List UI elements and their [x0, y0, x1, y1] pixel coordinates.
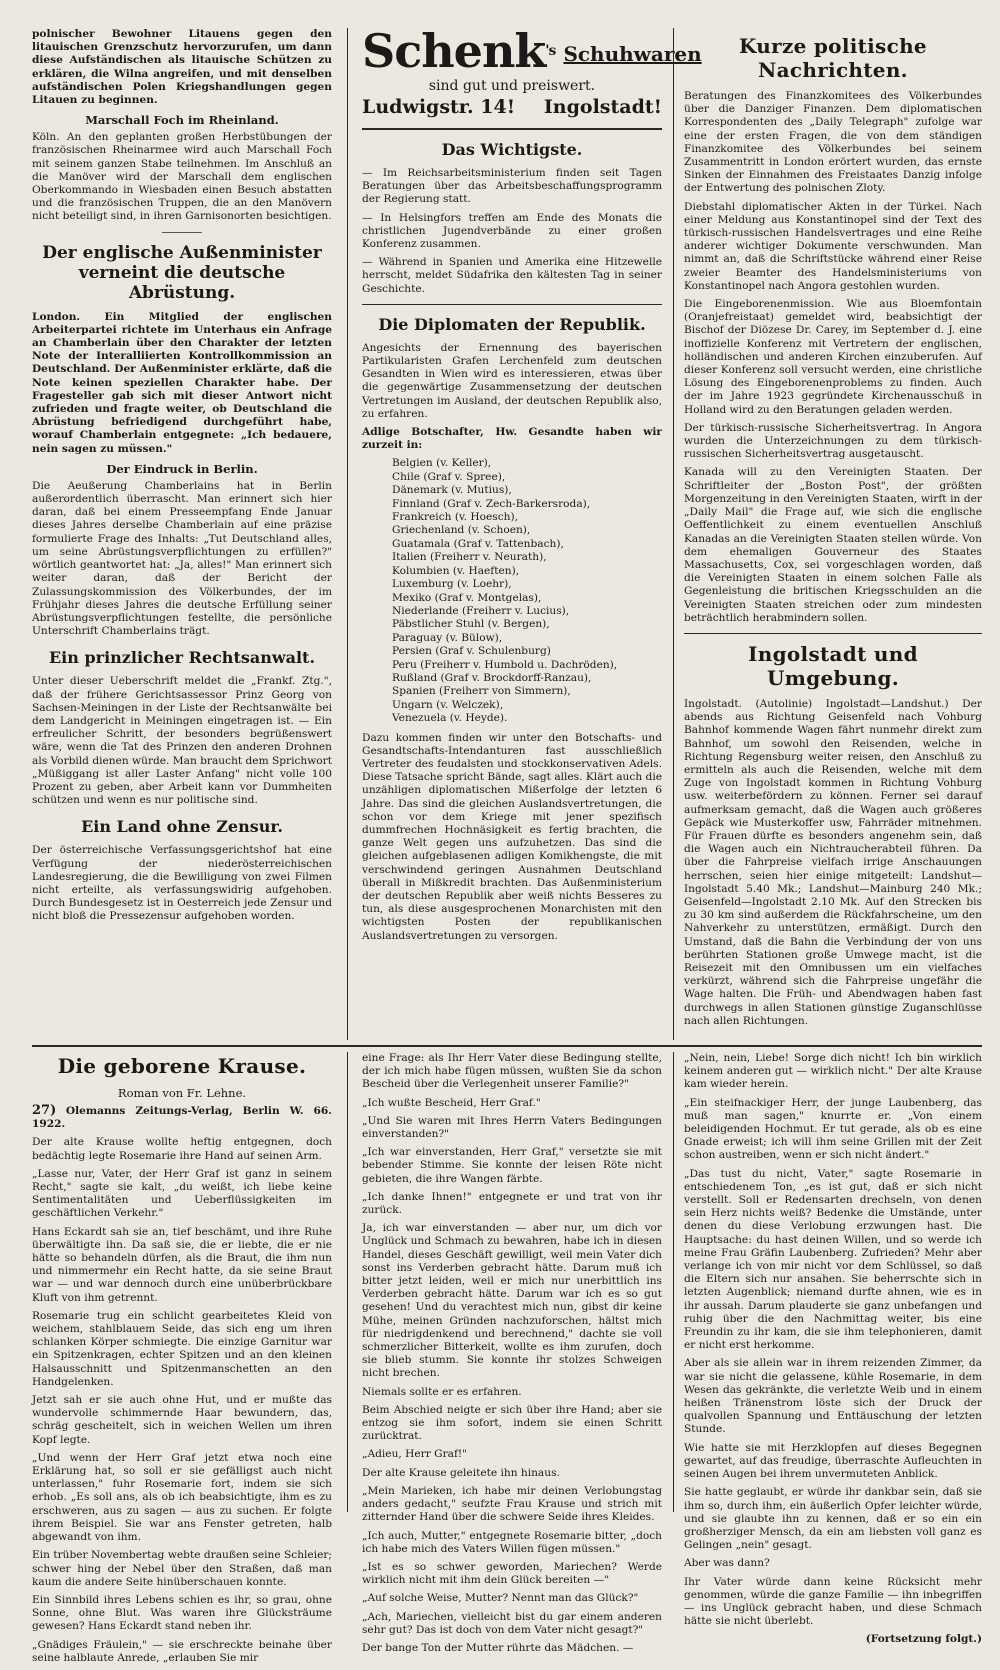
wichtigste-item-1: — Im Reichsarbeitsministerium finden seit Tagen Beratungen über das Arbeitsbeschaffungsprogramm der Regierung statt. — [362, 167, 662, 206]
column-rule — [673, 1052, 674, 1512]
diplomat-list-item: Niederlande (Freiherr v. Lucius), — [392, 604, 570, 617]
novel-paragraph: Ihr Vater würde dann keine Rücksicht mehr genommen, würde die ganze Familie — ihn inbegriffen — ins Unglück gebracht haben, und diese Schmach hätte sie nicht überlebt. — [684, 1575, 982, 1628]
column-middle — [362, 24, 702, 948]
novel-publisher: Olemanns Zeitungs-Verlag, Berlin W. 66. 1922. — [32, 1105, 332, 1131]
foch-text: Köln. An den geplanten großen Herbstübungen der französischen Rheinarmee wird auch Marschall Foch mit seinem ganzen Stabe teilnehmen. Im Anschluß an die Manöver wird der Marschall dem englischen Oberkommando in Wiesbaden einen Besuch abstatten und die französischen Truppen, die an den Manövern nicht beteiligt sind, in ihren Garnisonorten besichtigen. — [32, 131, 332, 223]
novel-paragraph: Aber was dann? — [684, 1557, 770, 1570]
novel-paragraph: Beim Abschied neigte er sich über ihre Hand; aber sie entzog sie ihm sofort, indem sie einen Schritt zurücktrat. — [362, 1403, 662, 1443]
novel-paragraph: Jetzt sah er sie auch ohne Hut, und er mußte das wundervolle schimmernde Haar bewundern, das, schräg gescheitelt, sich in weichen Wellen um ihren Kopf legte. — [32, 1394, 332, 1446]
diplomaten-list — [392, 457, 662, 725]
diplomat-list-item: Spanien (Freiherr von Simmern), — [392, 685, 571, 698]
abruestung-text: London. Ein Mitglied der englischen Arbeiterpartei richtete im Unterhaus ein Anfrage an Chamberlain über den Charakter der letzten Note der Interalliierten Kontrollkommission an Deutschland. Der Außenminister erklärte, daß die Note keinen speziellen Charakter habe. Der Fragesteller gab sich mit dieser Antwort nicht zufrieden und fragte weiter, ob Deutschland die Abrüstung befriedigend durchgeführt habe, worauf Chamberlain entgegnete: „Ich bedauere, nein sagen zu müssen." — [32, 310, 332, 455]
novel-paragraph: Rosemarie trug ein schlicht gearbeitetes Kleid von weichem, stahlblauem Seide, das sich eng um ihren schlanken Körper schmiegte. Die einzige Garnitur war ein Spitzenkragen, echter Spitzen und an den kleinen Halsausschnitt und Spitzenmanschetten an den Handgelenken. — [32, 1309, 332, 1388]
novel-paragraph: Ein Sinnbild ihres Lebens schien es ihr, so grau, ohne Sonne, ohne Blut. Was waren ihre Glücksträume gewesen? Hans Eckardt stand neben ihr. — [32, 1593, 332, 1633]
novel-paragraph: Ein trüber Novembertag webte draußen seine Schleier; schwer hing der Nebel über den Straßen, daß man kaum die andere Seite hinüberschauen konnte. — [32, 1549, 332, 1588]
novel-paragraph: Niemals sollte er es erfahren. — [362, 1385, 522, 1398]
top-section — [32, 24, 982, 1040]
novel-paragraph: „Gnädiges Fräulein," — sie erschreckte beinahe über seine halblaute Anrede, „erlauben Sie mir — [32, 1638, 332, 1664]
novel-paragraph: „Ich war einverstanden, Herr Graf," versetzte sie mit bebender Stimme. Sie konnte der leisen Röte nicht gebieten, die ihre Wangen färbte. — [362, 1146, 662, 1185]
diplomat-list-item: Venezuela (v. Heyde). — [392, 712, 508, 725]
kurz-item-mission: Die Eingeborenenmission. Wie aus Bloemfontain (Oranjefreistaat) gemeldet wird, beabsichtigt der Bischof der Diözese Dr. Carey, im September d. J. eine inoffizielle Konferenz mit Vertretern der englischen, holländischen und anderen Kirchen einzuberufen. Auf dieser Konferenz soll versucht werden, eine christliche Lösung des Eingeborenenproblems zu finden. Auch der im Jahre 1923 gegründete Kirchenausschuß in Holland wird zu den Beratungen geladen werden. — [684, 298, 982, 416]
novel-paragraph: Der alte Krause wollte heftig entgegnen, doch bedächtig legte Rosemarie ihre Hand auf seinen Arm. — [32, 1136, 332, 1162]
diplomat-list-item: Italien (Freiherr v. Neurath), — [392, 551, 547, 564]
novel-section — [32, 1052, 982, 1664]
diplomat-list-item: Guatamala (Graf v. Tattenbach), — [392, 537, 564, 550]
ad-address — [362, 96, 662, 118]
diplomat-list-item: Persien (Graf v. Schulenburg) — [392, 645, 551, 658]
article-heading-ingolstadt: Ingolstadt und Umgebung. — [748, 641, 918, 690]
novel-column-2 — [362, 1052, 662, 1660]
article-heading-abruestung: Der englische Außenminister verneint die deutsche Abrüstung. — [42, 242, 322, 303]
divider — [162, 232, 202, 233]
diplomat-list-item: Mexiko (Graf v. Montgelas), — [392, 591, 542, 604]
novel-paragraph: Hans Eckardt sah sie an, tief beschämt, und ihre Ruhe überwältigte ihn. Da saß sie, die er liebte, die er nie hätte so behandeln dürfen, als die Braut, die ihm nun und nimmermehr ein Recht hatte, da sie seine Braut war — und war dennoch durch eine unüberbrückbare Kluft von ihm getrennt. — [32, 1225, 332, 1304]
ad-brand-name: Schenk — [362, 24, 546, 78]
ad-slogan: sind gut und preiswert. — [428, 78, 596, 94]
article-heading-diplomaten: Die Diplomaten der Republik. — [378, 314, 646, 334]
diplomat-list-item: Peru (Freiherr v. Humbold u. Dachröden), — [392, 658, 618, 671]
diplomat-list-item: Paraguay (v. Bülow), — [392, 631, 503, 644]
novel-column-1 — [32, 1052, 332, 1670]
novel-paragraph: „Das tust du nicht, Vater," sagte Rosemarie in entschiedenem Ton, „es ist gut, daß er sich nicht verstellt. Soll er Redensarten drechseln, von denen sein Herz nichts weiß? Bedenke die Umstände, unter denen du diese Verlobung erzwungen hast. Die Hauptsache: du hast deinen Willen, und so werde ich meine Frau Gräfin Laubenberg. Zufrieden? Mehr aber verlange ich von mir nicht vor dem Schlüssel, so daß die Eltern sich nur ansahen. Sie beherrschte sich in letzten Augenblick; niemand durfte ahnen, wie es in ihr aussah. Darum plauderte sie ganz unbefangen und ruhig über die den Nachmittag weiter, bis eine Freundin zu ihr kam, die sie ihm telephonieren, damit er nicht erst herkomme. — [684, 1167, 982, 1352]
column-rule — [673, 28, 674, 1040]
article-heading-kurze-nachrichten: Kurze politische Nachrichten. — [739, 34, 927, 82]
novel-paragraph: Ja, ich war einverstanden — aber nur, um dich vor Unglück und Schmach zu bewahren, habe ich in diesen Handel, dieses Geschäft gewilligt, weil mein Vater dich sonst ins Verderben gebracht hätte. Darum muß ich bitter jetzt leiden, weil er mich nur unerbittlich ins Verderben gebracht hätte. Darum war ich es so gut gesehen! Und du verachtest mich nun, gibst dir keine Mühe, meinen Gründen nachzuforschen, hältst mich für niedrigdenkend und berechnend," dachte sie voll schmerzlicher Bitterkeit, wollte es ihm zurufen, doch sie blieb stumm. Sie konnte ihr stolzes Schweigen nicht brechen. — [362, 1222, 662, 1380]
novel-column-3 — [684, 1052, 982, 1652]
ad-brand-suffix: 's — [545, 43, 556, 59]
novel-paragraph: „Nein, nein, Liebe! Sorge dich nicht! Ich bin wirklich keinem anderen gut — wirklich nicht." Der alte Krause kam wieder herein. — [684, 1052, 982, 1091]
wichtigste-item-3: — Während in Spanien und Amerika eine Hitzewelle herrscht, meldet Südafrika den kältesten Tag in seiner Geschichte. — [362, 256, 662, 295]
diplomaten-text: Dazu kommen finden wir unter den Botschafts- und Gesandtschafts-Intendanturen fast ausschließlich Vertreter des feudalsten und stockkonservativen Adels. Diese Tatsache spricht Bände, sagt alles. Klärt auch die unzähligen diplomatischen Mißerfolge der letzten 6 Jahre. Das sind die gleichen Auslandsvertretungen, die schon vor dem Kriege mit jener spezifisch dummfrechen Hochnäsigkeit es fertig brachten, die ganze Welt gegen uns aufzuhetzen. Das sind die gleichen aufgeblasenen adligen Komikhengste, die mit verschwindend geringen Ausnahmen Deutschland überall in Mißkredit brachten. Das Außenministerium der deutschen Republik aber weiß nichts Besseres zu tun, als diese ausgesprochenen Monarchisten mit den wichtigsten Posten der republikanischen Auslandsvertretungen zu versorgen. — [362, 731, 662, 942]
diplomaten-intro: Angesichts der Ernennung des bayerischen Partikularisten Grafen Lerchenfeld zum deutschen Gesandten in Wien wird es interessieren, etwas über die gegenwärtige Zusammensetzung der deutschen Vertretungen im Ausland, der deutschen Republik also, zu erfahren. — [362, 341, 662, 420]
article-heading-wichtigste: Das Wichtigste. — [441, 140, 583, 159]
berlin-subheading: Der Eindruck in Berlin. — [106, 461, 258, 476]
diplomat-list-item: Päbstlicher Stuhl (v. Bergen), — [392, 618, 550, 631]
diplomat-list-item: Chile (Graf v. Spree), — [392, 470, 506, 483]
novel-paragraph: „Und Sie waren mit Ihres Herrn Vaters Bedingungen einverstanden?" — [362, 1114, 662, 1141]
ad-brand — [362, 24, 556, 78]
novel-paragraph: „Ach, Mariechen, vielleicht bist du gar einem anderen sehr gut? Das ist doch von dem Vater nicht gesagt?" — [362, 1610, 662, 1636]
novel-author: Roman von Fr. Lehne. — [117, 1086, 247, 1100]
column-left — [32, 28, 332, 929]
zensur-text: Der österreichische Verfassungsgerichtshof hat eine Verfügung der niederösterreichischen Landesregierung, die die Bewilligung von zwei Filmen nicht erteilte, als verfassungswidrig aufgehoben. Durch Bundesgesetz ist in Oesterreich jede Zensur und nicht bloß die Pressezensur aufgehoben worden. — [32, 844, 332, 923]
diplomaten-lead: Adlige Botschafter, Hw. Gesandte haben wir zurzeit in: — [362, 426, 662, 452]
novel-installment-number: 27) — [32, 1103, 57, 1118]
continuation-note: (Fortsetzung folgt.) — [865, 1633, 982, 1646]
ad-header — [362, 24, 702, 78]
novel-title: Die geborene Krause. — [57, 1054, 307, 1078]
rechtsanwalt-text: Unter dieser Ueberschrift meldet die „Frankf. Ztg.", daß der frühere Gerichtsassessor Prinz Georg von Sachsen-Meiningen in der Liste der Rechtsanwälte bei dem Landgericht in Meiningen eingetragen ist. — Ein erfreulicher Schritt, der besonders begrüßenswert wäre, wenn die Tat des Prinzen den anderen Drohnen als Vorbild dienen würde. Man braucht dem Sprichwort „Müßiggang ist aller Laster Anfang" nicht volle 100 Prozent zu geben, aber Arbeit kann vor Dummheiten schützen und wenn es nur politische sind. — [32, 675, 332, 807]
novel-paragraph: „Lasse nur, Vater, der Herr Graf ist ganz in seinem Recht," sagte sie kalt, „du weißt, ich liebe keine Sentimentalitäten und Ueberflüssigkeiten im geschäftlichen Verkehr." — [32, 1167, 332, 1220]
novel-paragraph: Sie hatte geglaubt, er würde ihr dankbar sein, daß sie ihm so, durch ihm, ein äußerlich Opfer leichter würde, und sie glaubte ihn zu kennen, daß er so ein ein großherziger Mensch, da ein am liebsten voll ganz es Gelingen „nein" gesagt. — [684, 1486, 982, 1552]
novel-paragraph: eine Frage: als Ihr Herr Vater diese Bedingung stellte, der ich mich habe fügen müssen, wußten Sie da schon Bescheid über die Verlegenheit unserer Familie?" — [362, 1052, 662, 1091]
wichtigste-item-2: — In Helsingfors treffen am Ende des Monats die christlichen Jugendverbände zu einer großen Konferenz zusammen. — [362, 211, 662, 251]
kurz-item-vertrag: Der türkisch-russische Sicherheitsvertrag. In Angora wurden die Unterzeichnungen zu dem türkisch-russischen Sicherheitsvertrag ausgetauscht. — [684, 421, 982, 461]
column-rule — [347, 1052, 348, 1512]
ad-city: Ingolstadt! — [543, 96, 662, 118]
novel-paragraph: „Ich wußte Bescheid, Herr Graf." — [362, 1096, 541, 1109]
novel-paragraph: „Ein steifnackiger Herr, der junge Laubenberg, das muß man sagen," knurrte er. „Von einem beleidigenden Hochmut. Er tut gerade, als ob es eine Gnade erweist; ich will ihm seine Grillen mit der Zeit schon austreiben, wenn er sich nicht ändert." — [684, 1096, 982, 1162]
ad-street: Ludwigstr. 14! — [362, 96, 516, 118]
novel-paragraph: Aber als sie allein war in ihrem reizenden Zimmer, da war sie nicht die gelassene, kühle Rosemarie, in dem Wesen das gekränkte, die verletzte Weib und in einem heißen Tränenstrom löste sich der Druck der qualvollen Spannung und Enttäuschung der letzten Stunde. — [684, 1357, 982, 1436]
novel-paragraph: „Adieu, Herr Graf!" — [362, 1448, 468, 1461]
novel-paragraph: Der bange Ton der Mutter rührte das Mädchen. — — [362, 1641, 634, 1654]
diplomat-list-item: Dänemark (v. Mutius), — [392, 484, 512, 497]
diplomat-list-item: Frankreich (v. Hoesch), — [392, 511, 518, 524]
novel-paragraph: „Ich danke Ihnen!" entgegnete er und trat von ihr zurück. — [362, 1190, 662, 1217]
novel-paragraph: „Und wenn der Herr Graf jetzt etwa noch eine Erklärung hat, so soll er sie gefälligst auch nicht unterlassen," fuhr Rosemarie fort, indem sie sich erhob. „Es soll ans, als ob ich beabsichtigte, ihm es zu erschweren, aus zu sagen — aus zu suchen. Er folgte ihrem Beispiel. Sie war ans Fenster getreten, halb abgewandt von ihm. — [32, 1451, 332, 1544]
novel-publisher-line — [32, 1104, 332, 1131]
novel-paragraph: Der alte Krause geleitete ihn hinaus. — [362, 1466, 560, 1479]
foch-heading: Marschall Foch im Rheinland. — [85, 113, 279, 128]
diplomat-list-item: Luxemburg (v. Loehr), — [392, 578, 512, 591]
kurz-item-danzig: Beratungen des Finanzkomitees des Völkerbundes über die Danziger Finanzen. Dem diplomatischen Korrespondenten des „Daily Telegraph" zufolge war eine der ersten Fragen, die von dem ständigen Finanzkomitee des Völkerbundes bei seinem Zusammentritt in London erörtert wurden, das ernste Sinken der Einnahmen des Freistaates Danzig infolge der Entwertung des polnischen Zloty. — [684, 90, 982, 195]
divider — [362, 304, 662, 305]
section-rule — [32, 1045, 982, 1047]
novel-paragraph: Wie hatte sie mit Herzklopfen auf dieses Begegnen gewartet, auf das freudige, überraschte Aufleuchten in seinen Augen bei ihrem unvermuteten Anblick. — [684, 1441, 982, 1481]
novel-paragraph: „Ist es so schwer geworden, Mariechen? Werde wirklich nicht mit ihm dein Glück bereiten —" — [362, 1560, 662, 1587]
diplomat-list-item: Kolumbien (v. Haeften), — [392, 564, 520, 577]
kurz-item-kanada: Kanada will zu den Vereinigten Staaten. Der Schriftleiter der „Boston Post", der größten Morgenzeitung in den Vereinigten Staaten, wirft in der „Daily Mail" die Frage auf, wie sich die englische Oeffentlichkeit zu einem eventuellen Anschluß Kanadas an die Vereinigten Staaten stellen würde. Von dem ehemaligen Gouverneur des Staates Massachusetts, Cox, sei vorgeschlagen worden, daß die Vereinigten Staaten in einem solchen Falle als Gegenleistung die britischen Kriegsschulden an die Vereinigten Staaten streichen oder zum mindesten beträchtlich herabmindern sollen. — [684, 466, 982, 624]
column-rule — [347, 28, 348, 1040]
diplomat-list-item: Griechenland (v. Schoen), — [392, 524, 531, 537]
article-heading-zensur: Ein Land ohne Zensur. — [81, 817, 283, 837]
novel-paragraph: „Ich auch, Mutter," entgegnete Rosemarie bitter, „doch ich habe mich des Vaters Willen fügen müssen." — [362, 1529, 662, 1555]
berlin-text: Die Aeußerung Chamberlains hat in Berlin außerordentlich überrascht. Man erinnert sich hier daran, daß bei einem Presseempfang Ende Januar dieses Jahres derselbe Chamberlain auf eine präzise formulierte Frage des Inhalts: „Tut Deutschland alles, um seine Abrüstungsverpflichtungen zu erfüllen?" wörtlich geantwortet hat: „Ja, alles!" Man erinnert sich weiter daran, daß der Bericht der Zulassungskommission des Völkerbundes, der im Frühjahr dieses Jahres die deutsche Erfüllung seiner Abrüstungsverpflichtungen festellte, die persönliche Unterschrift Chamberlains trägt. — [32, 479, 332, 638]
diplomat-list-item: Rußland (Graf v. Brockdorff-Ranzau), — [392, 671, 592, 684]
lithuania-intro: polnischer Bewohner Litauens gegen den litauischen Grenzschutz hervorzurufen, um dann diese Aufständischen als litauische Schützen zu erklären, die Wilna angreifen, und mit denselben aufständischen Polen Kriegshandlungen gegen Litauen zu beginnen. — [32, 28, 332, 107]
diplomat-list-item: Finnland (Graf v. Zech-Barkersroda), — [392, 497, 591, 510]
novel-paragraph: „Auf solche Weise, Mutter? Nennt man das Glück?" — [362, 1592, 639, 1605]
ad-product: Schuhwaren — [563, 42, 702, 66]
schenk-advertisement — [362, 24, 702, 130]
column-right — [684, 28, 982, 1033]
ingolstadt-text: Ingolstadt. (Autolinie) Ingolstadt—Landshut.) Der abends aus Richtung Geisenfeld nach Vohburg Bahnhof kommende Wagen fährt nunmehr direkt zum Bahnhof, um sowohl den Reisenden, welche in Richtung Regensburg weiter reisen, den Anschluß zu ermitteln als auch die Reisenden, welche mit dem Zuge von Ingolstadt kommen in Richtung Vohburg usw. weiterbefördern zu können. Ferner sei darauf aufmerksam gemacht, daß die Wagen auch größeres Gepäck wie Musterkoffer usw, Fahrräder mitnehmen. Für Frauen dürfte es besonders angenehm sein, daß die Wagen auch ein Nichtraucherabteil führen. Da über die Fahrpreise vielfach irrige Anschauungen herrschen, seien hier einige mitgeteilt: Landshut—Ingolstadt 5.40 Mk.; Landshut—Mainburg 240 Mk.; Geisenfeld—Ingolstadt 2.10 Mk. Auf den Strecken bis zu 30 km sind außerdem die Rückfahrscheine, um den Nahverkehr zu unterstützen, ermäßigt. Durch den Umstand, daß die Bahn die Verbindung der von uns berührten Stationen große Umwege macht, ist die Reisezeit mit den Omnibussen um ein vielfaches verkürzt, während sich die Fahrpreise ungefähr die Wage halten. Die Früh- und Abendwagen haben fast durchwegs in allen Stationen günstige Zuganschlüsse nach allen Richtungen. — [684, 697, 982, 1027]
diplomat-list-item: Belgien (v. Keller), — [392, 457, 492, 470]
diplomat-list-item: Ungarn (v. Welczek), — [392, 698, 504, 711]
novel-paragraph: „Mein Marieken, ich habe mir deinen Verlobungstag anders gedacht," seufzte Frau Krause und strich mit zitternder Hand über die schwere Seide ihres Kleides. — [362, 1484, 662, 1524]
article-heading-rechtsanwalt: Ein prinzlicher Rechtsanwalt. — [48, 648, 316, 668]
kurz-item-tuerkei: Diebstahl diplomatischer Akten in der Türkei. Nach einer Meldung aus Konstantinopel sind der Text des türkisch-russischen Handelsvertrages und eine Reihe anderer wichtiger Dokumente verschwunden. Man nimmt an, daß die Schriftstücke während einer Reise zweier Beamter des Handelsministeriums von Konstantinopel nach Angora gestohlen wurden. — [684, 200, 982, 292]
divider — [684, 633, 982, 634]
